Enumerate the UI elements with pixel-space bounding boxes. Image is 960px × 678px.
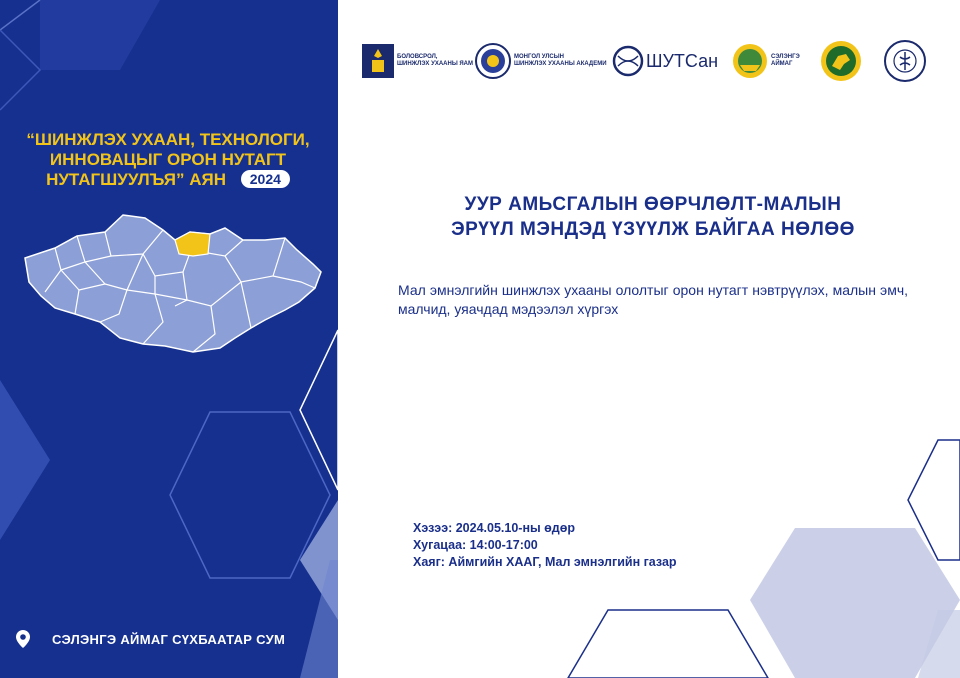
event-date: Хэзээ: 2024.05.10-ны өдөр	[413, 521, 575, 535]
academy-logo	[475, 36, 607, 86]
campaign-title	[18, 130, 318, 190]
horse-logo	[820, 36, 862, 86]
ministry-emblem-logo	[362, 44, 394, 78]
shutsan-globe-logo	[612, 44, 644, 78]
event-description: Мал эмнэлгийн шинжлэх ухааны ололтыг орон нутагт нэвтрүүлэх, малын эмч, малчид, уяачдад мэдээлэл хүргэх	[398, 282, 908, 317]
location-text: СЭЛЭНГЭ АЙМАГ СҮХБААТАР СУМ	[52, 631, 286, 647]
event-details	[413, 520, 677, 571]
shutsan-logo	[612, 36, 718, 86]
map-outline	[25, 215, 321, 352]
partner-logos	[362, 36, 942, 86]
selenge-highlight	[175, 232, 210, 256]
vet-hospital-seal-logo	[884, 40, 926, 82]
year-badge: 2024	[241, 170, 290, 188]
mongolia-map	[15, 210, 325, 360]
selenge-logo	[732, 36, 800, 86]
right-hexagon-decoration	[338, 0, 960, 678]
map-pin-icon	[16, 630, 30, 648]
shutsan-logo-text: ШУТСан	[646, 50, 719, 71]
left-panel	[0, 0, 338, 678]
selenge-aimag-emblem	[732, 43, 768, 79]
selenge-logo-line1: СЭЛЭНГЭ	[771, 54, 800, 60]
selenge-logo-line2: АЙМАГ	[771, 61, 793, 67]
event-title-line2: ЭРҮҮЛ МЭНДЭД ҮЗҮҮЛЖ БАЙГАА НӨЛӨӨ	[451, 219, 855, 240]
event-time: Хугацаа: 14:00-17:00	[413, 538, 538, 552]
horse-emblem-logo	[820, 40, 862, 82]
academy-logo-line1: МОНГОЛ УЛСЫН	[514, 54, 564, 60]
ministry-logo	[362, 36, 473, 86]
academy-seal-logo	[475, 43, 511, 79]
campaign-title-line2: ИННОВАЦЫГ ОРОН НУТАГТ	[49, 150, 287, 169]
vet-logo	[884, 36, 926, 86]
academy-logo-line2: ШИНЖЛЭХ УХААНЫ АКАДЕМИ	[514, 61, 607, 67]
campaign-title-line1: “ШИНЖЛЭХ УХААН, ТЕХНОЛОГИ,	[26, 130, 310, 149]
campaign-title-line3	[18, 170, 318, 190]
ministry-logo-line2: ШИНЖЛЭХ УХААНЫ ЯАМ	[397, 61, 474, 67]
campaign-title-line3-text: НУТАГШУУЛЪЯ” АЯН	[46, 170, 227, 189]
location	[16, 630, 285, 648]
event-address: Хаяг: Аймгийн ХААГ, Мал эмнэлгийн газар	[413, 555, 677, 569]
event-title	[378, 192, 928, 242]
event-title-line1: УУР АМЬСГАЛЫН ӨӨРЧЛӨЛТ-МАЛЫН	[464, 194, 842, 215]
ministry-logo-line1: БОЛОВСРОЛ,	[397, 54, 438, 60]
